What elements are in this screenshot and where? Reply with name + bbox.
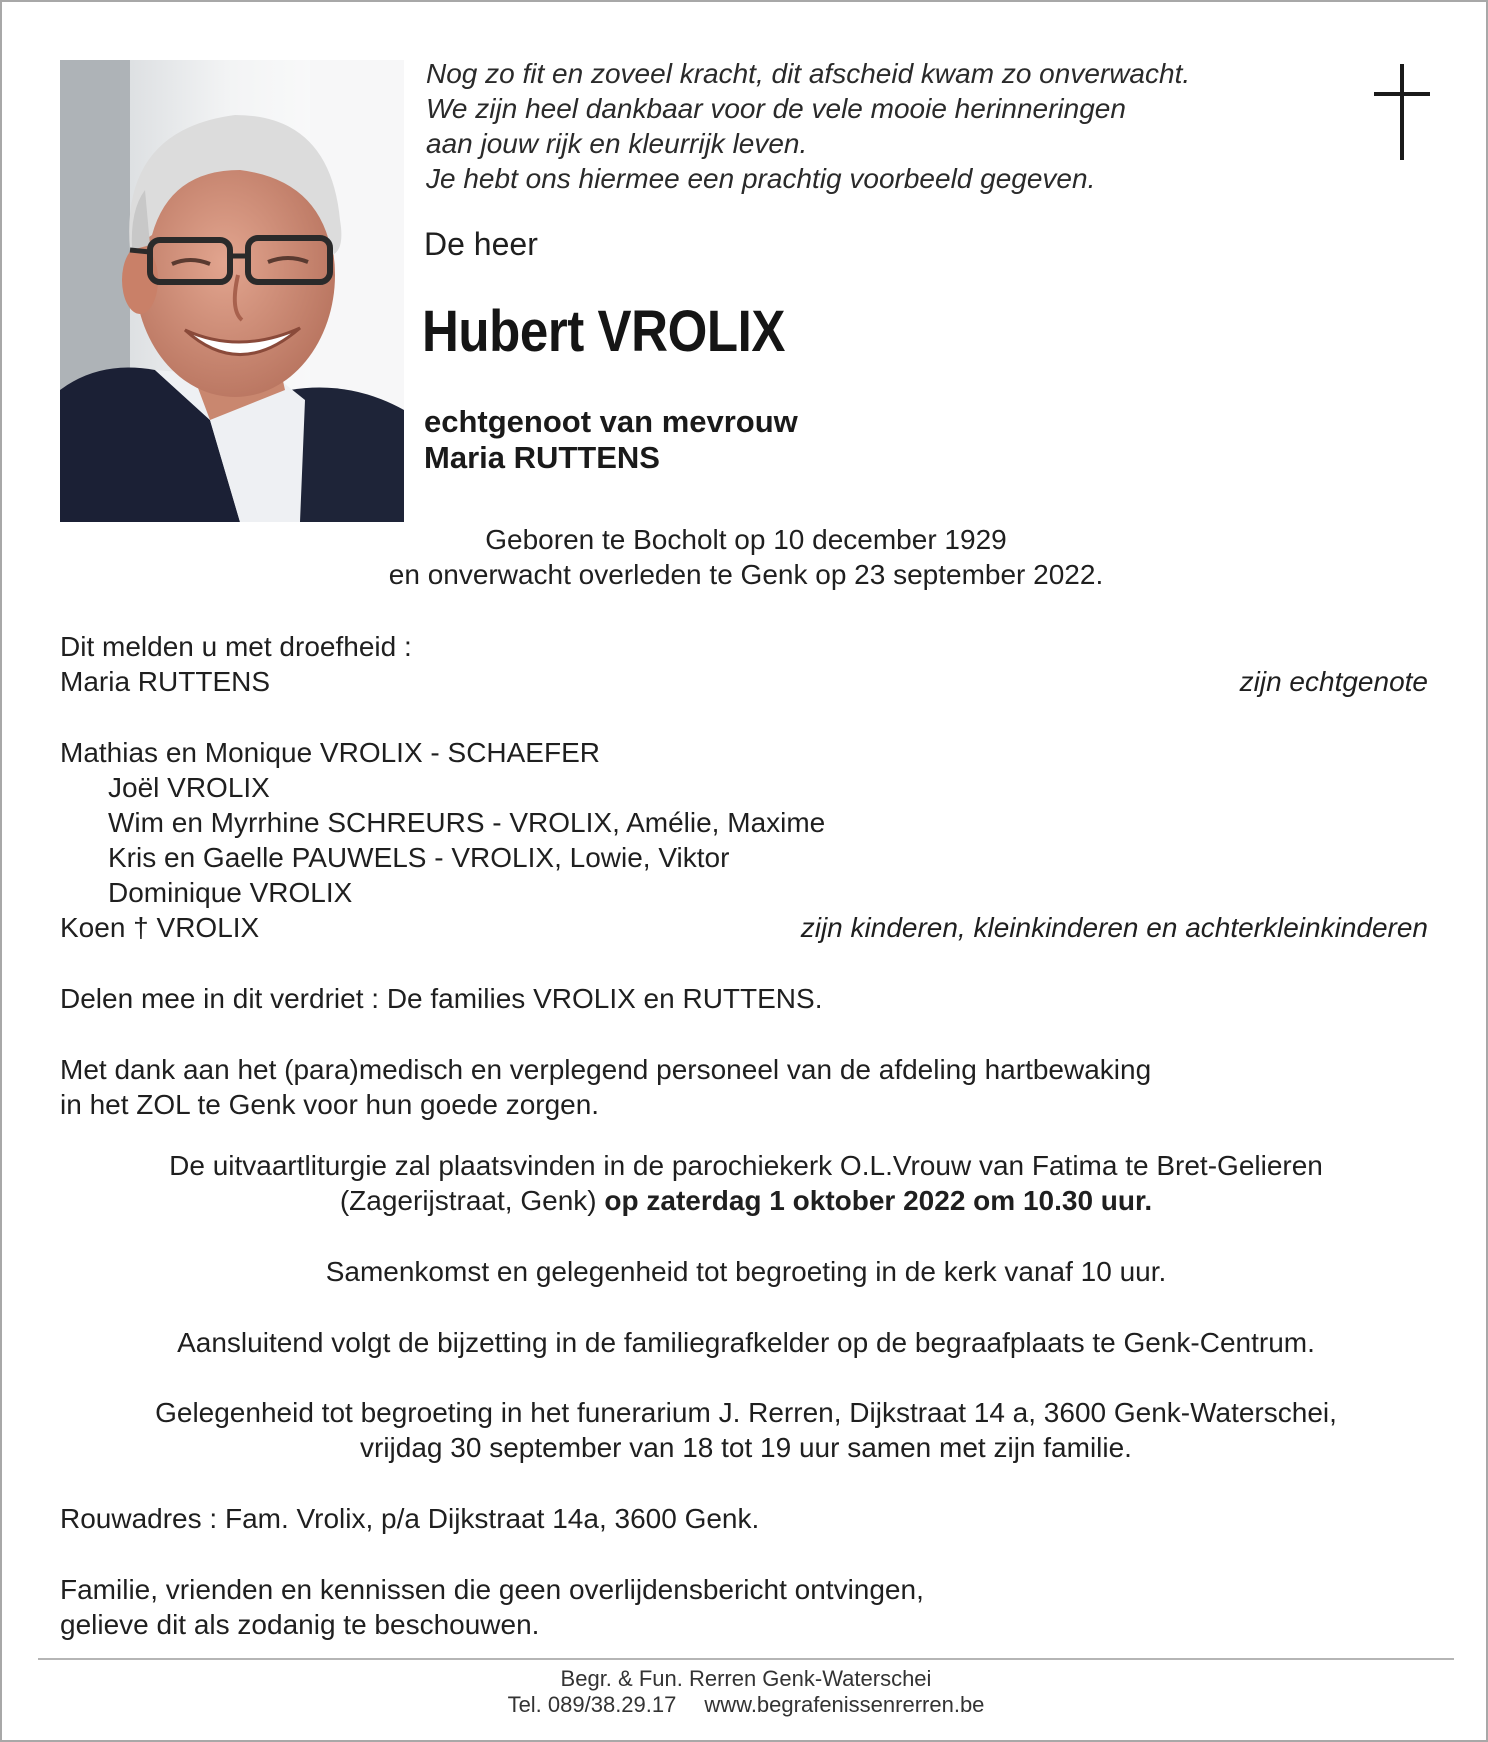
spouse-line: echtgenoot van mevrouw [424, 404, 798, 439]
portrait-photo [60, 60, 404, 522]
poem-line: Je hebt ons hiermee een prachtig voorbeeld gegeven. [426, 163, 1096, 194]
closing-line: gelieve dit als zodanig te beschouwen. [60, 1609, 540, 1640]
visitation-line: Gelegenheid tot begroeting in het funerarium J. Rerren, Dijkstraat 14 a, 3600 Genk-Waterschei, [155, 1397, 1337, 1428]
portrait-illustration [60, 60, 404, 522]
cross-icon [1372, 62, 1432, 162]
family-line: Joël VROLIX [108, 772, 270, 803]
family-line: Wim en Myrrhine SCHREURS - VROLIX, Amélie, Maxime [108, 807, 826, 838]
family-line: Kris en Gaelle PAUWELS - VROLIX, Lowie, Viktor [108, 842, 730, 873]
poem-line: Nog zo fit en zoveel kracht, dit afscheid kwam zo onverwacht. [426, 58, 1191, 89]
funeral-place: (Zagerijstraat, Genk) [339, 1185, 605, 1216]
footer-phone: Tel. 089/38.29.17 [507, 1692, 677, 1717]
thanks-line: Met dank aan het (para)medisch en verplegend personeel van de afdeling hartbewaking [60, 1054, 1152, 1085]
family-line: Mathias en Monique VROLIX - SCHAEFER [60, 737, 600, 768]
honorific: De heer [424, 226, 538, 262]
burial-line: Aansluitend volgt de bijzetting in de familiegrafkelder op de begraafplaats te Genk-Centrum. [177, 1327, 1315, 1358]
funeral-datetime: op zaterdag 1 oktober 2022 om 10.30 uur. [604, 1185, 1153, 1216]
spouse-info [424, 404, 798, 476]
wife-relation: zijn echtgenote [1239, 666, 1428, 697]
poem [426, 56, 1190, 196]
closing-line: Familie, vrienden en kennissen die geen overlijdensbericht ontvingen, [60, 1574, 924, 1605]
birth-line: Geboren te Bocholt op 10 december 1929 [485, 524, 1007, 555]
share-line: Delen mee in dit verdriet : De families VROLIX en RUTTENS. [60, 983, 823, 1014]
funeral-line: De uitvaartliturgie zal plaatsvinden in de parochiekerk O.L.Vrouw van Fatima te Bret-Gelieren [169, 1150, 1323, 1181]
spouse-name: Maria RUTTENS [424, 440, 660, 475]
poem-line: aan jouw rijk en kleurrijk leven. [426, 128, 808, 159]
deceased-name: Hubert VROLIX [422, 299, 785, 364]
poem-line: We zijn heel dankbaar voor de vele mooie herinneringen [426, 93, 1126, 124]
thanks-line: in het ZOL te Genk voor hun goede zorgen. [60, 1089, 600, 1120]
footer-company: Begr. & Fun. Rerren Genk-Waterschei [560, 1666, 932, 1691]
footer-website: www.begrafenissenrerren.be [704, 1692, 985, 1717]
family-relation: zijn kinderen, kleinkinderen en achterkleinkinderen [800, 912, 1428, 943]
death-line: en onverwacht overleden te Genk op 23 september 2022. [388, 559, 1104, 590]
footer-contact [2, 1692, 1488, 1718]
wife-name: Maria RUTTENS [60, 666, 271, 697]
footer-divider [38, 1658, 1454, 1660]
family-line: Dominique VROLIX [108, 877, 353, 908]
family-line: Koen † VROLIX [60, 912, 260, 943]
address-line: Rouwadres : Fam. Vrolix, p/a Dijkstraat 14a, 3600 Genk. [60, 1503, 760, 1534]
visitation-line: vrijdag 30 september van 18 tot 19 uur samen met zijn familie. [360, 1432, 1132, 1463]
funeral-line-2 [2, 1183, 1488, 1218]
announce-intro: Dit melden u met droefheid : [60, 631, 412, 662]
gathering-line: Samenkomst en gelegenheid tot begroeting in de kerk vanaf 10 uur. [325, 1256, 1167, 1287]
